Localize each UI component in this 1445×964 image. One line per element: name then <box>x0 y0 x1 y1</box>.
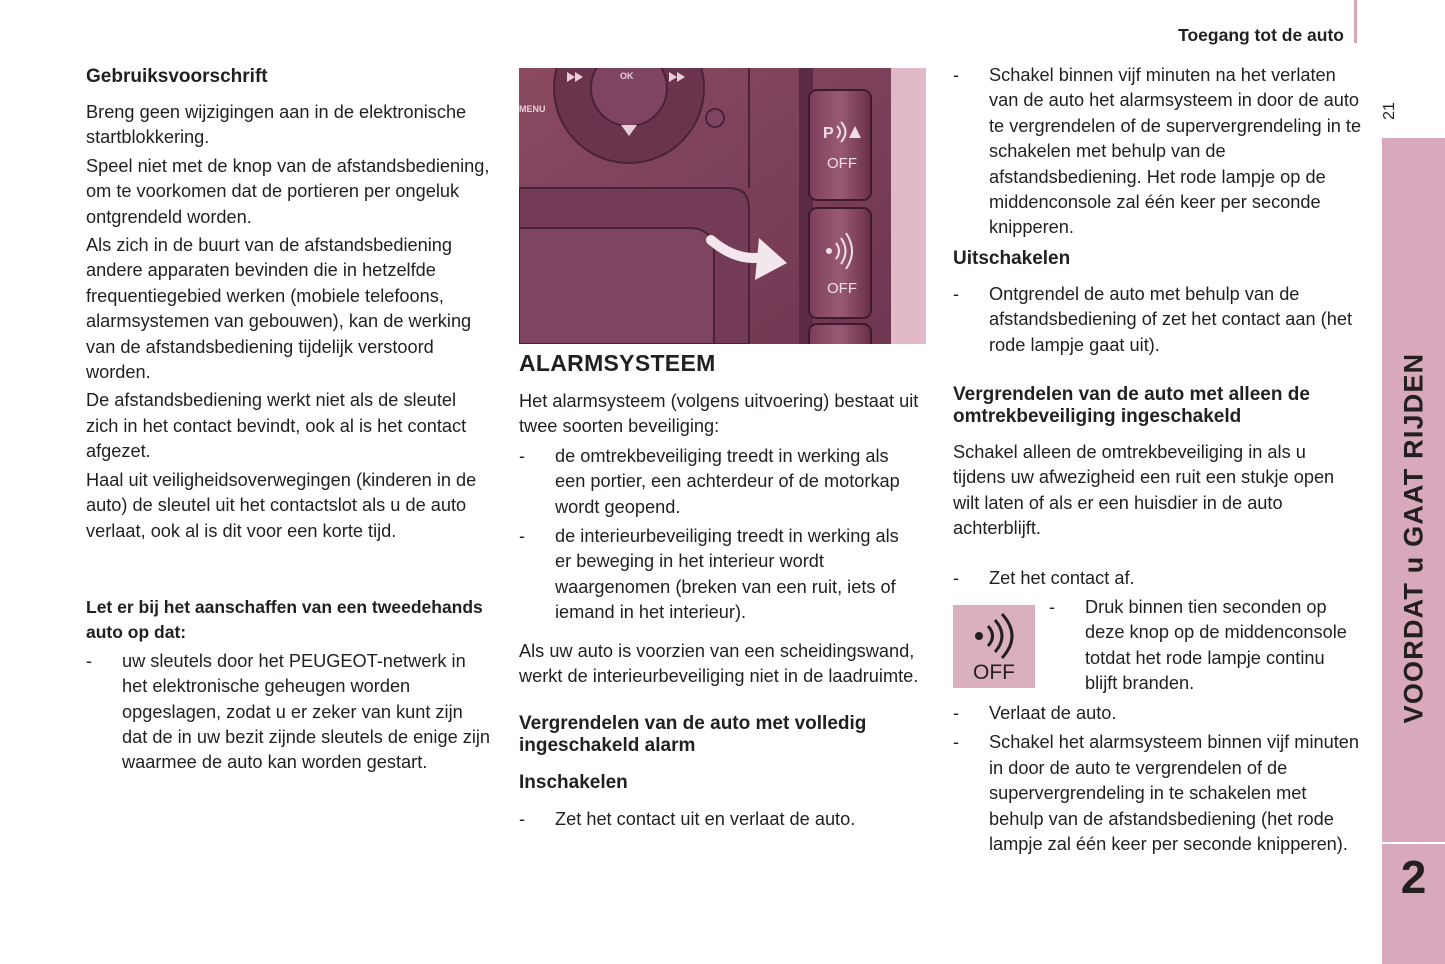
subsection-heading: Vergrendelen van de auto met volledig ingeschakeld alarm <box>519 713 867 757</box>
chapter-title: VOORDAT u GAAT RIJDEN <box>1398 352 1428 724</box>
section-heading: ALARMSYSTEEM <box>519 350 716 376</box>
subsection-heading: Inschakelen <box>519 772 628 794</box>
list-item: - Zet het contact af. <box>953 568 1135 588</box>
subsection-heading: Vergrendelen van de auto met alleen de omtrekbeveiliging ingeschakeld <box>953 384 1310 428</box>
list-item: - Verlaat de auto. <box>953 703 1117 723</box>
column-2 <box>519 350 919 833</box>
column-1 <box>86 66 491 544</box>
ok-label: OK <box>620 71 634 81</box>
chapter-number: 2 <box>1400 851 1427 903</box>
step-2 <box>1049 595 1361 697</box>
paragraph: Schakel alleen de omtrekbeveiliging in als u tijdens uw afwezigheid een ruit een stukje open wilt laten of als er een huisdier in de auto achterblijft. <box>953 442 1335 539</box>
chapter-tab <box>1382 138 1445 964</box>
paragraph: De afstandsbediening werkt niet als de sleutel zich in het contact bevindt, ook al is het contact afgezet. <box>86 390 467 462</box>
subsection-heading: Let er bij het aanschaffen van een tweedehands auto op dat: <box>86 597 483 643</box>
list-item: - de interieurbeveiliging treedt in werking als er beweging in het interieur wordt waargenomen (breken van een ruit, iets of iemand in het interieur). <box>519 526 899 623</box>
menu-label: MENU <box>519 104 546 114</box>
paragraph: Breng geen wijzigingen aan in de elektronische startblokkering. <box>86 102 467 148</box>
paragraph: Als uw auto is voorzien van een scheidingswand, werkt de interieurbeveiliging niet in de laadruimte. <box>519 640 919 687</box>
steps-3-4 <box>953 701 1363 857</box>
running-header: Toegang tot de auto <box>1178 25 1344 45</box>
off-label-1: OFF <box>827 155 857 172</box>
list-item: - Ontgrendel de auto met behulp van de afstandsbediening of zet het contact aan (het rode lampje gaat uit). <box>953 283 1352 355</box>
column-3 <box>953 63 1363 542</box>
second-hand-block <box>86 595 491 776</box>
section-heading: Gebruiksvoorschrift <box>86 66 268 87</box>
paragraph: Als zich in de buurt van de afstandsbediening andere apparaten bevinden die in hetzelfde frequentiegebied werken (mobiele telefoons, alarmsystemen van gebouwen), kan de werking van de afstandsbediening tijdelijk verstoord worden. <box>86 235 472 383</box>
list-item: - Schakel het alarmsysteem binnen vijf minuten in door de auto te vergrendelen of de supervergrendeling in te schakelen met behulp van de afstandsbediening (het rode lampje zal één keer per seconde knipperen). <box>953 732 1359 855</box>
list-item: - Schakel binnen vijf minuten na het verlaten van de auto het alarmsysteem in door de auto te vergrendelen of de supervergrendeling in te schakelen met behulp van de afstandsbediening. Het rode lampje op de middenconsole zal één keer per seconde knipperen. <box>953 65 1362 238</box>
list-item: - Zet het contact uit en verlaat de auto. <box>519 809 856 830</box>
list-item: - de omtrekbeveiliging treedt in werking als een portier, een achterdeur of de motorkap wordt geopend. <box>519 445 900 517</box>
subsection-heading: Uitschakelen <box>953 247 1071 269</box>
chapter-rule <box>1382 842 1445 844</box>
list-item: - uw sleutels door het PEUGEOT-netwerk in het elektronische geheugen worden opgeslagen, zodat u er zeker van kunt zijn dat de in uw bezit zijnde sleutels de enige zijn waarmee de auto kan worden gestart. <box>86 650 491 773</box>
step-1 <box>953 566 1363 591</box>
off-icon-label: OFF <box>973 661 1015 684</box>
header-rule <box>1354 0 1357 43</box>
list-item: - Druk binnen tien seconden op deze knop op de middenconsole totdat het rode lampje continu blijft branden. <box>1049 597 1347 694</box>
alarm-off-button-icon <box>953 605 1035 688</box>
p-label: P <box>823 125 834 142</box>
off-label-2: OFF <box>827 280 857 297</box>
page-number: 21 <box>1381 102 1398 120</box>
paragraph: Speel niet met de knop van de afstandsbediening, om te voorkomen dat de portieren per ongeluk ontgrendeld worden. <box>86 155 490 227</box>
console-photo <box>519 68 926 344</box>
paragraph: Haal uit veiligheidsoverwegingen (kinderen in de auto) de sleutel uit het contactslot als u de auto verlaat, ook al is dit voor een korte tijd. <box>86 469 477 541</box>
paragraph: Het alarmsysteem (volgens uitvoering) bestaat uit twee soorten beveiliging: <box>519 391 919 437</box>
